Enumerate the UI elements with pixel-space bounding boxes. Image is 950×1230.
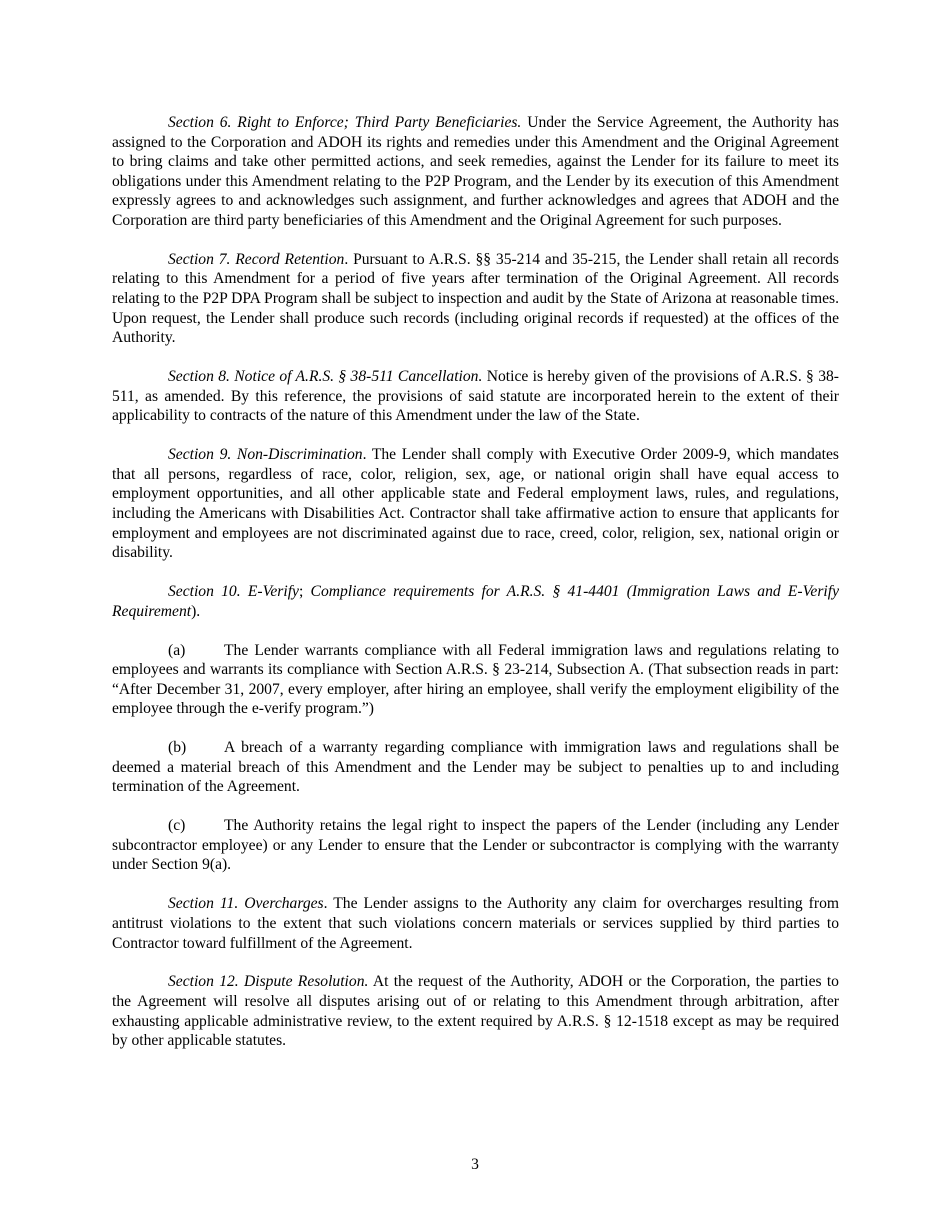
section-10-heading-a: Section 10. E-Verify — [168, 583, 299, 601]
section-10-item-b — [112, 738, 839, 797]
section-12-heading: Section 12. Dispute Resolution. — [168, 973, 369, 991]
section-6 — [112, 113, 839, 231]
section-11-body: . The Lender assigns to the Authority any claim for overcharges resulting from antitrust violations to the extent that such violations concern materials or services supplied by third parties to Contractor toward fulfillment of the Agreement. — [112, 895, 839, 952]
section-10-item-a-text: The Lender warrants compliance with all Federal immigration laws and regulations relating to employees and warrants its compliance with Section A.R.S. § 23-214, Subsection A. (That subsection reads in part: “After December 31, 2007, every employer, after hiring an employee, shall verify the employment eligibility of the employee through the e-verify program.”) — [112, 641, 839, 718]
section-7-body: . Pursuant to A.R.S. §§ 35-214 and 35-215, the Lender shall retain all records relating to this Amendment for a period of five years after termination of the Original Agreement. All records relating to the P2P DPA Program shall be subject to inspection and audit by the State of Arizona at reasonable times. Upon request, the Lender shall produce such records (including original records if requested) at the offices of the Authority. — [112, 250, 840, 347]
section-10-item-b-text: A breach of a warranty regarding compliance with immigration laws and regulations shall be deemed a material breach of this Amendment and the Lender may be subject to penalties up to and including termination of the Agreement. — [112, 739, 839, 796]
section-7 — [112, 250, 839, 348]
section-9-body: . The Lender shall comply with Executive Order 2009-9, which mandates that all persons, regardless of race, color, religion, sex, age, or national origin shall have equal access to employment opportunities, and all other applicable state and Federal employment laws, rules, and regulations, including the Americans with Disabilities Act. Contractor shall take affirmative action to ensure that applicants for employment and employees are not discriminated against due to race, creed, color, religion, sex, national origin or disability. — [112, 446, 839, 562]
document-page — [112, 113, 839, 1070]
section-6-body: Under the Service Agreement, the Authority has assigned to the Corporation and ADOH its rights and remedies under this Amendment and the Original Agreement to bring claims and take other permitted actions, and seek remedies, against the Lender for its failure to meet its obligations under this Amendment relating to the P2P Program, and the Lender by its execution of this Amendment expressly agrees to and acknowledges such assignment, and further acknowledges and agrees that ADOH and the Corporation are third party beneficiaries of this Amendment and the Original Agreement for such purposes. — [112, 114, 839, 229]
section-11-heading: Section 11. Overcharges — [168, 895, 324, 913]
section-10-item-c — [112, 816, 839, 875]
section-12 — [112, 972, 839, 1050]
section-8-body: Notice is hereby given of the provisions of A.R.S. § 38-511, as amended. By this reference, the provisions of said statute are incorporated herein to the extent of their applicability to contracts of the nature of this Amendment under the law of the State. — [112, 368, 839, 425]
page-number: 3 — [471, 1156, 479, 1173]
section-8-heading: Section 8. Notice of A.R.S. § 38-511 Cancellation. — [168, 368, 483, 386]
section-10-tail: ). — [191, 602, 201, 620]
section-10-item-b-label: (b) — [168, 739, 187, 757]
section-9 — [112, 445, 839, 563]
section-11 — [112, 894, 839, 953]
section-12-body: At the request of the Authority, ADOH or the Corporation, the parties to the Agreement will resolve all disputes arising out of or relating to this Amendment through arbitration, after exhausting applicable administrative review, to the extent required by A.R.S. § 12-1518 except as may be required by other applicable statutes. — [112, 973, 839, 1050]
section-9-heading: Section 9. Non-Discrimination — [168, 446, 363, 464]
section-7-heading: Section 7. Record Retention — [168, 250, 345, 268]
section-10-item-c-text: The Authority retains the legal right to inspect the papers of the Lender (including any Lender subcontractor employee) or any Lender to ensure that the Lender or subcontractor is complying with the warranty under Section 9(a). — [112, 817, 839, 874]
section-8 — [112, 367, 839, 426]
section-10-separator: ; — [298, 583, 311, 601]
section-10-heading-b: Compliance requirements for A.R.S. § 41-4401 (Immigration Laws and E-Verify Requirement — [112, 583, 839, 620]
section-10-heading-paragraph — [112, 582, 839, 621]
section-6-heading: Section 6. Right to Enforce; Third Party Beneficiaries. — [168, 114, 522, 131]
section-10-item-c-label: (c) — [168, 817, 186, 835]
section-10-item-a — [112, 641, 839, 719]
section-10-item-a-label: (a) — [168, 641, 186, 659]
